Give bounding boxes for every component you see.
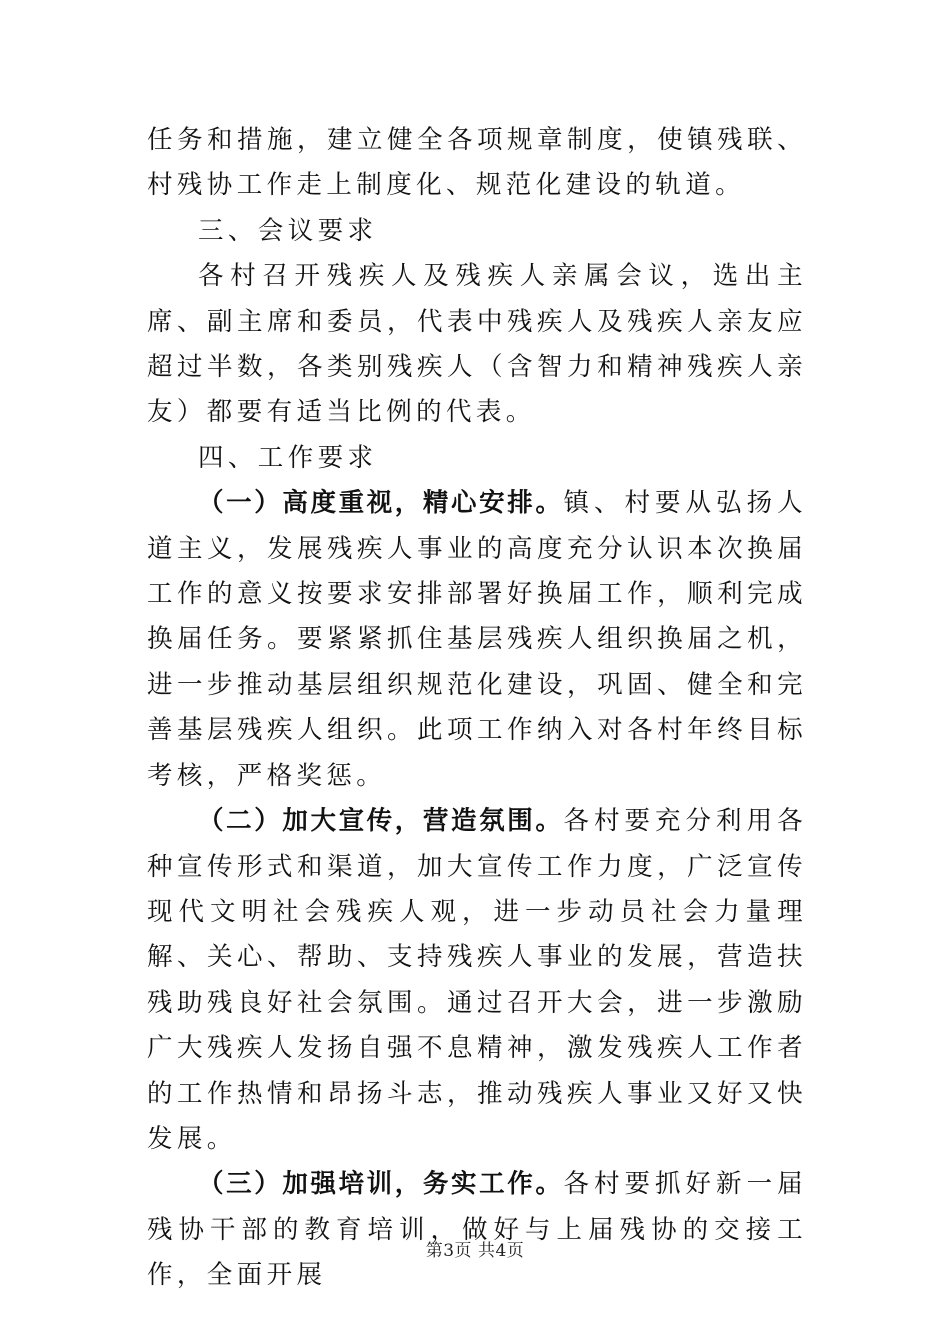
item-1-text: 镇、村要从弘扬人道主义，发展残疾人事业的高度充分认识本次换届工作的意义按要求安排部署好换届工作，顺利完成换届任务。要紧紧抓住基层残疾人组织换届之机，进一步推动基层组织规范化建设，巩固、健全和完善基层残疾人组织。此项工作纳入对各村年终目标考核，严格奖惩。: [147, 488, 807, 791]
item-3-text: 各村要抓好新一届残协干部的教育培训，做好与上届残协的交接工作，全面开展: [147, 1169, 807, 1291]
page-number-footer: 第3页 共4页: [425, 1241, 525, 1261]
paragraph-meeting-requirements: 各村召开残疾人及残疾人亲属会议，选出主席、副主席和委员，代表中残疾人及残疾人亲友应超过半数，各类别残疾人（含智力和精神残疾人亲友）都要有适当比例的代表。: [147, 261, 807, 428]
section-heading-meeting: 三、会议要求: [198, 215, 378, 246]
paragraph-item-2: [147, 799, 807, 1162]
item-2-text: 各村要充分利用各种宣传形式和渠道，加大宣传工作力度，广泛宣传现代文明社会残疾人观，进一步动员社会力量理解、关心、帮助、支持残疾人事业的发展，营造扶残助残良好社会氛围。通过召开大会，进一步激励广大残疾人发扬自强不息精神，激发残疾人工作者的工作热情和昂扬斗志，推动残疾人事业又好又快发展。: [147, 806, 807, 1154]
document-body: [147, 118, 807, 1299]
item-3-lead: （三）加强培训，务实工作。: [198, 1169, 564, 1200]
paragraph-item-1: [147, 481, 807, 799]
item-1-lead: （一）高度重视，精心安排。: [198, 488, 564, 519]
section-heading-work: 四、工作要求: [198, 442, 378, 473]
paragraph-intro: 任务和措施，建立健全各项规章制度，使镇残联、村残协工作走上制度化、规范化建设的轨道。: [147, 125, 807, 201]
paragraph-item-3: [147, 1162, 807, 1298]
item-2-lead: （二）加大宣传，营造氛围。: [198, 806, 564, 837]
